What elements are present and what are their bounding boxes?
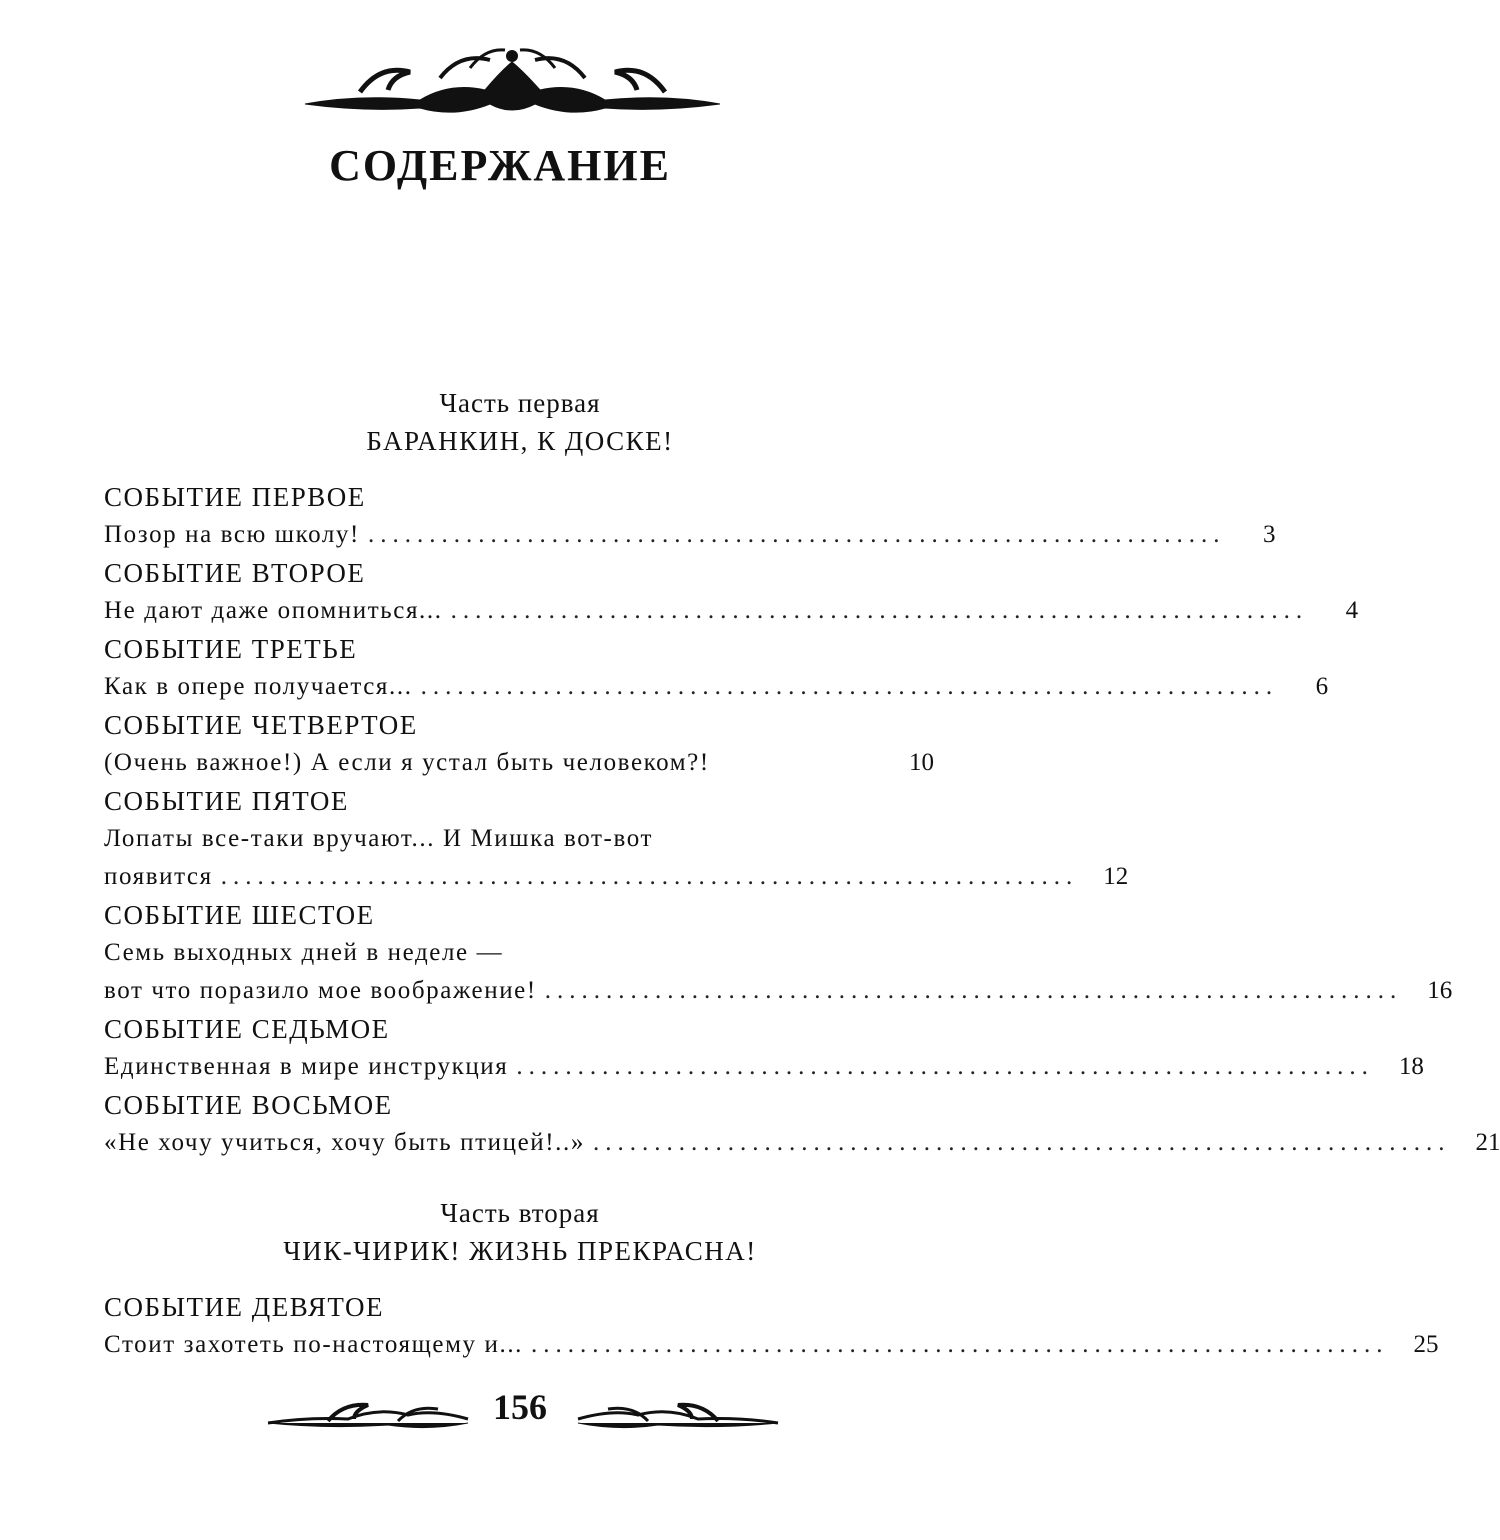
dot-leader: ...................................................................... <box>516 1053 1374 1080</box>
event-heading: СОБЫТИЕ ПЯТОЕ <box>104 786 349 816</box>
event-heading: СОБЫТИЕ ДЕВЯТОЕ <box>104 1292 385 1322</box>
part-2-label: Часть вторая <box>440 1198 600 1228</box>
entry-page: 16 <box>1427 977 1453 1004</box>
entry-title: появится <box>104 863 213 890</box>
entry-title: Не дают даже опомниться... <box>104 597 443 624</box>
page-title: СОДЕРЖАНИЕ <box>329 141 671 190</box>
event-heading: СОБЫТИЕ ПЕРВОЕ <box>104 482 366 512</box>
entry-title: Как в опере получается... <box>104 673 413 700</box>
entry-page: 10 <box>909 749 934 776</box>
event-heading: СОБЫТИЕ СЕДЬМОЕ <box>104 1014 390 1044</box>
event-heading: СОБЫТИЕ ШЕСТОЕ <box>104 900 375 930</box>
entry-title: Позор на всю школу! <box>104 521 360 548</box>
entry-title: Стоит захотеть по-настоящему и... <box>104 1331 524 1358</box>
event-heading: СОБЫТИЕ ВОСЬМОЕ <box>104 1090 393 1120</box>
toc-entry[interactable] <box>104 592 1359 630</box>
entry-page: 18 <box>1398 1053 1424 1080</box>
toc-entry[interactable] <box>104 972 1453 1010</box>
toc-entry-line[interactable] <box>104 820 934 858</box>
part-1-label: Часть первая <box>439 388 601 418</box>
entry-title: «Не хочу учиться, хочу быть птицей!..» <box>104 1129 585 1156</box>
toc-entry-line[interactable] <box>104 934 934 972</box>
dot-leader: ...................................................................... <box>450 597 1309 624</box>
toc-entry[interactable] <box>104 1048 1424 1086</box>
dot-leader: ...................................................................... <box>544 977 1403 1004</box>
top-ornament-icon <box>300 42 725 122</box>
entry-title: Единственная в мире инструкция <box>104 1053 509 1080</box>
dot-leader: ...................................................................... <box>420 673 1279 700</box>
event-heading: СОБЫТИЕ ЧЕТВЕРТОЕ <box>104 710 418 740</box>
entry-title: вот что поразило мое воображение! <box>104 977 537 1004</box>
dot-leader: ...................................................................... <box>220 863 1079 890</box>
entry-page: 21 <box>1475 1129 1500 1156</box>
dot-leader: ...................................................................... <box>531 1331 1389 1358</box>
entry-page: 6 <box>1315 673 1329 700</box>
part-1-title: БАРАНКИН, К ДОСКЕ! <box>366 426 674 456</box>
toc-entry[interactable] <box>104 516 1276 554</box>
toc-entry[interactable] <box>104 858 1129 896</box>
entry-page: 25 <box>1413 1331 1439 1358</box>
entry-title: Лопаты все-таки вручают... И Мишка вот-вот <box>104 825 654 852</box>
toc-part-2 <box>104 1288 1439 1364</box>
dot-leader: ...................................................................... <box>592 1129 1451 1156</box>
page-number: 156 <box>493 1387 547 1427</box>
toc-entry[interactable] <box>104 1326 1439 1364</box>
entry-page: 3 <box>1262 521 1276 548</box>
dot-leader: ...................................................................... <box>367 521 1226 548</box>
toc-entry[interactable] <box>104 668 1329 706</box>
toc-entry[interactable] <box>104 744 934 782</box>
entry-title: Семь выходных дней в неделе — <box>104 939 504 966</box>
toc-entry[interactable] <box>104 1124 1500 1162</box>
part-2-title: ЧИК-ЧИРИК! ЖИЗНЬ ПРЕКРАСНА! <box>283 1236 757 1266</box>
toc-part-1 <box>104 478 1500 1162</box>
entry-title: (Очень важное!) А если я устал быть человеком?! <box>104 749 710 776</box>
event-heading: СОБЫТИЕ ТРЕТЬЕ <box>104 634 358 664</box>
entry-page: 4 <box>1345 597 1359 624</box>
entry-page: 12 <box>1103 863 1129 890</box>
event-heading: СОБЫТИЕ ВТОРОЕ <box>104 558 366 588</box>
